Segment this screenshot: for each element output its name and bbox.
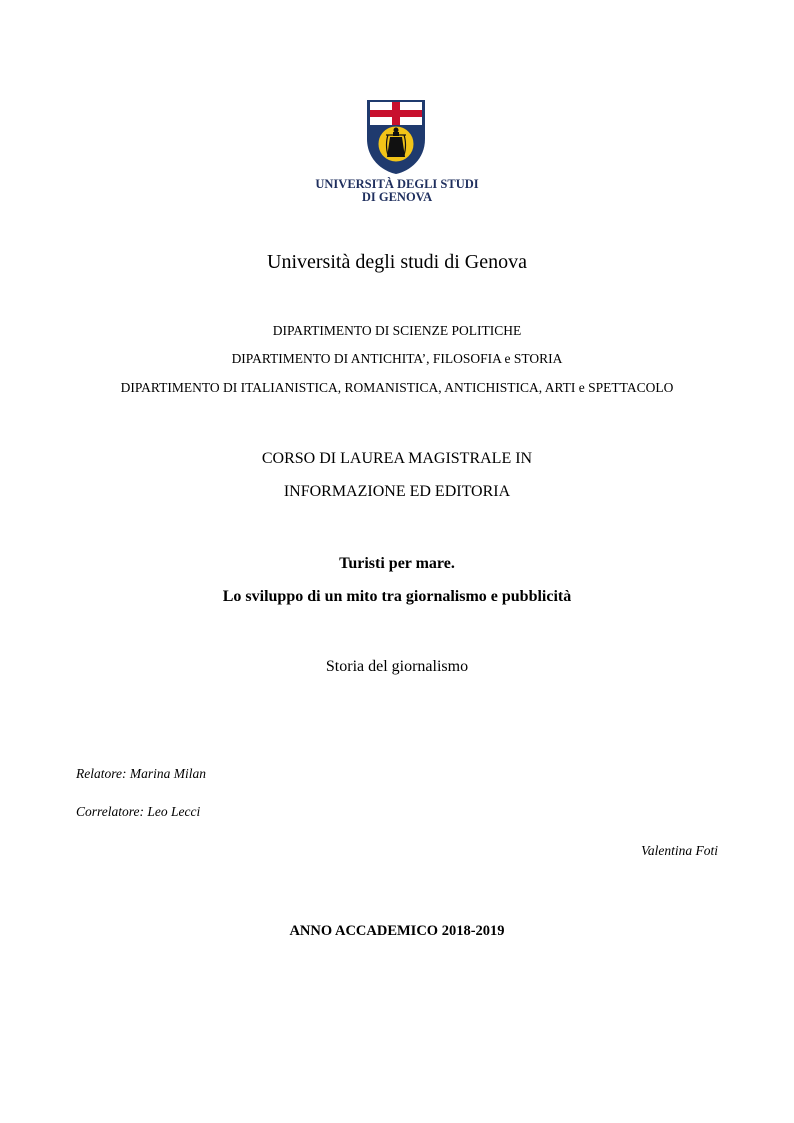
logo-caption-line-1: UNIVERSITÀ DEGLI STUDI (315, 177, 479, 191)
thesis-subject: Storia del giornalismo (325, 658, 469, 675)
course-line-1: CORSO DI LAUREA MAGISTRALE IN (261, 450, 533, 467)
thesis-subtitle: Lo sviluppo di un mito tra giornalismo e pubblicità (222, 588, 572, 605)
logo-caption (300, 178, 494, 203)
academic-year: ANNO ACCADEMICO 2018-2019 (289, 923, 505, 939)
university-crest-icon (366, 99, 426, 175)
logo-caption-line-2: DI GENOVA (361, 189, 433, 204)
course-line-2: INFORMAZIONE ED EDITORIA (283, 483, 511, 500)
university-name: Università degli studi di Genova (267, 251, 527, 273)
department-line: DIPARTIMENTO DI ITALIANISTICA, ROMANISTICA, ANTICHISTICA, ARTI e SPETTACOLO (120, 380, 674, 395)
author-name: Valentina Foti (641, 843, 718, 858)
thesis-title: Turisti per mare. (339, 555, 455, 572)
supervisor: Relatore: Marina Milan (76, 766, 206, 781)
co-supervisor: Correlatore: Leo Lecci (76, 804, 201, 819)
department-line: DIPARTIMENTO DI ANTICHITA’, FILOSOFIA e STORIA (231, 351, 563, 366)
department-line: DIPARTIMENTO DI SCIENZE POLITICHE (272, 323, 522, 338)
